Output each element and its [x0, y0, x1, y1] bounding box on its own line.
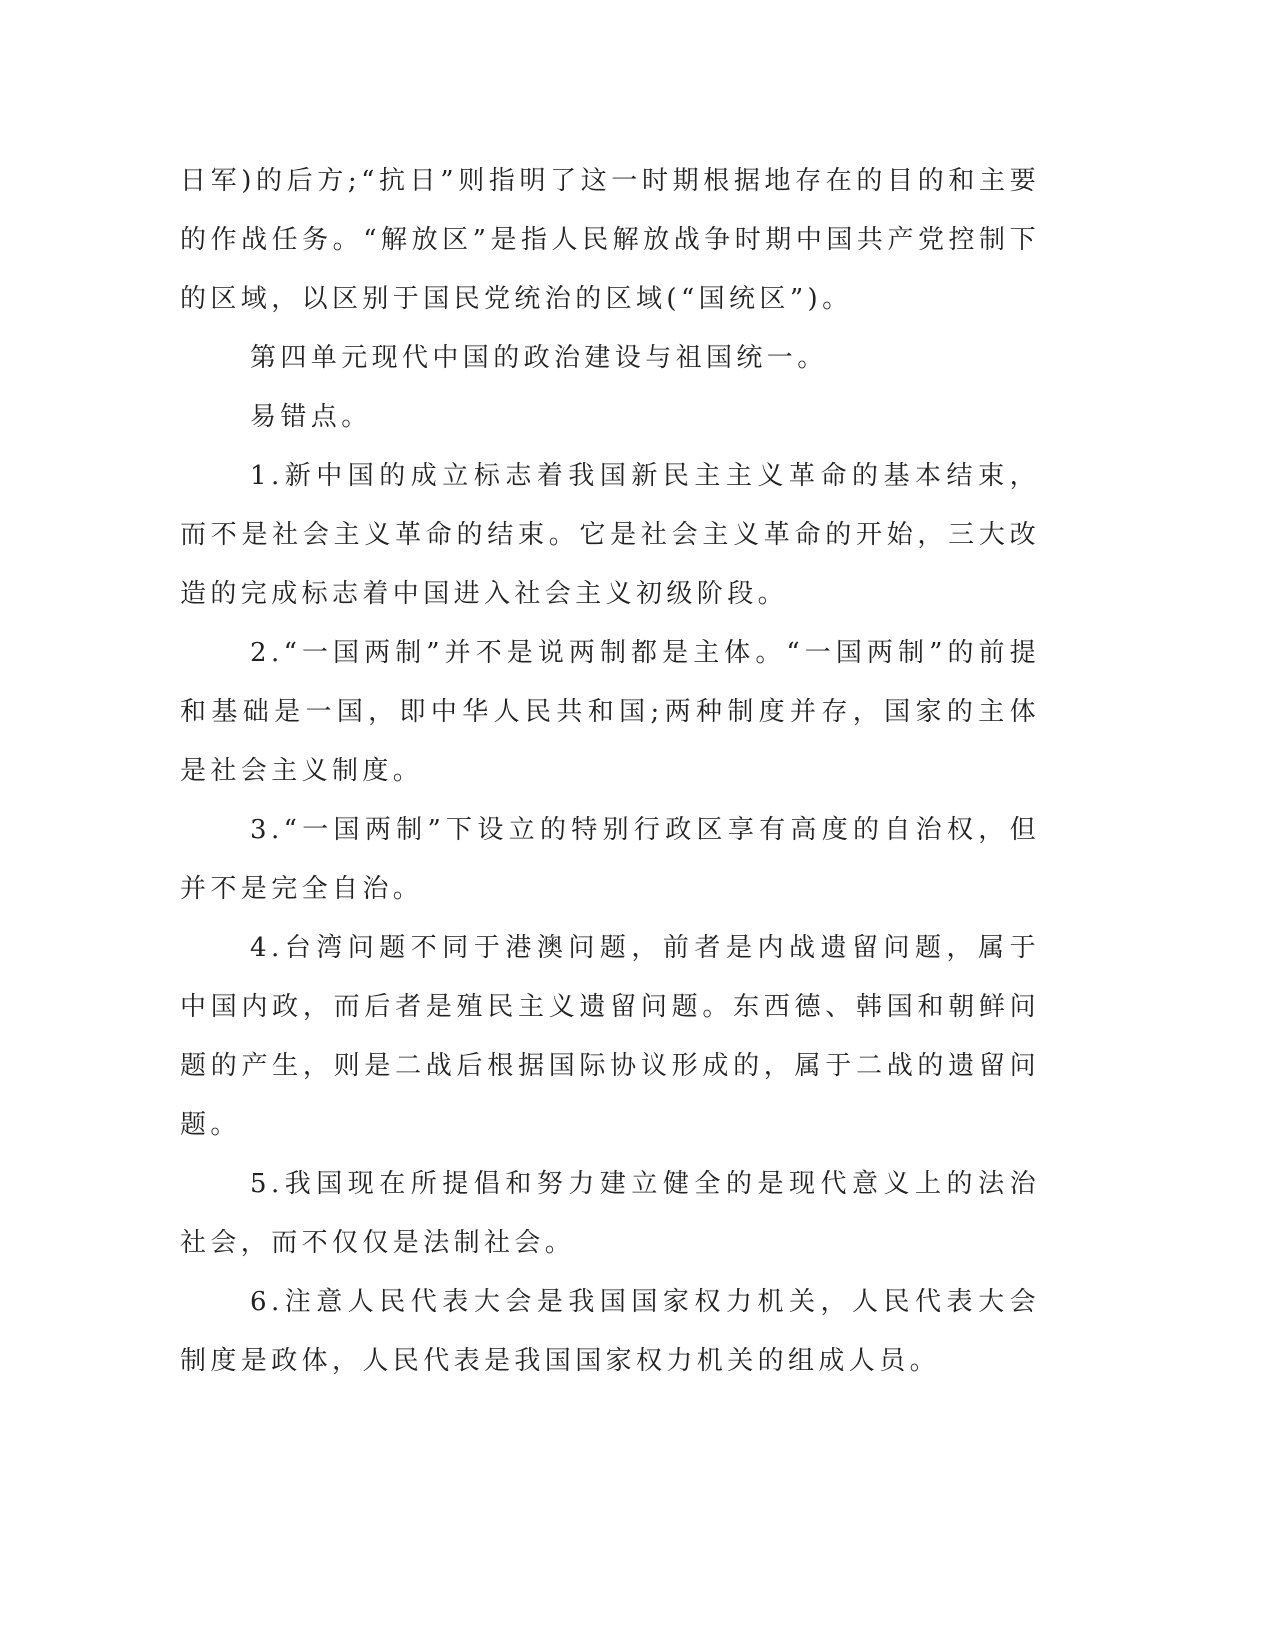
list-item: 4.台湾问题不同于港澳问题，前者是内战遗留问题，属于中国内政，而后者是殖民主义遗留问题。东西德、韩国和朝鲜问题的产生，则是二战后根据国际协议形成的，属于二战的遗留问题。 — [180, 933, 1040, 1140]
list-item: 1.新中国的成立标志着我国新民主主义革命的基本结束，而不是社会主义革命的结束。它是社会主义革命的开始，三大改造的完成标志着中国进入社会主义初级阶段。 — [180, 461, 1040, 609]
paragraph-continuation: 日军)的后方;“抗日”则指明了这一时期根据地存在的目的和主要的作战任务。“解放区”是指人民解放战争时期中国共产党控制下的区域，以区别于国民党统治的区域(“国统区”)。 — [180, 166, 1040, 314]
list-item: 3.“一国两制”下设立的特别行政区享有高度的自治权，但并不是完全自治。 — [180, 815, 1040, 904]
list-item: 5.我国现在所提倡和努力建立健全的是现代意义上的法治社会，而不仅仅是法制社会。 — [180, 1169, 1040, 1258]
document-page — [180, 152, 1040, 1391]
list-item: 6.注意人民代表大会是我国国家权力机关，人民代表大会制度是政体，人民代表是我国国家权力机关的组成人员。 — [180, 1287, 1040, 1376]
section-heading: 易错点。 — [250, 402, 372, 432]
unit-heading: 第四单元现代中国的政治建设与祖国统一。 — [250, 343, 828, 373]
list-item: 2.“一国两制”并不是说两制都是主体。“一国两制”的前提和基础是一国，即中华人民共和国;两种制度并存，国家的主体是社会主义制度。 — [180, 638, 1040, 786]
